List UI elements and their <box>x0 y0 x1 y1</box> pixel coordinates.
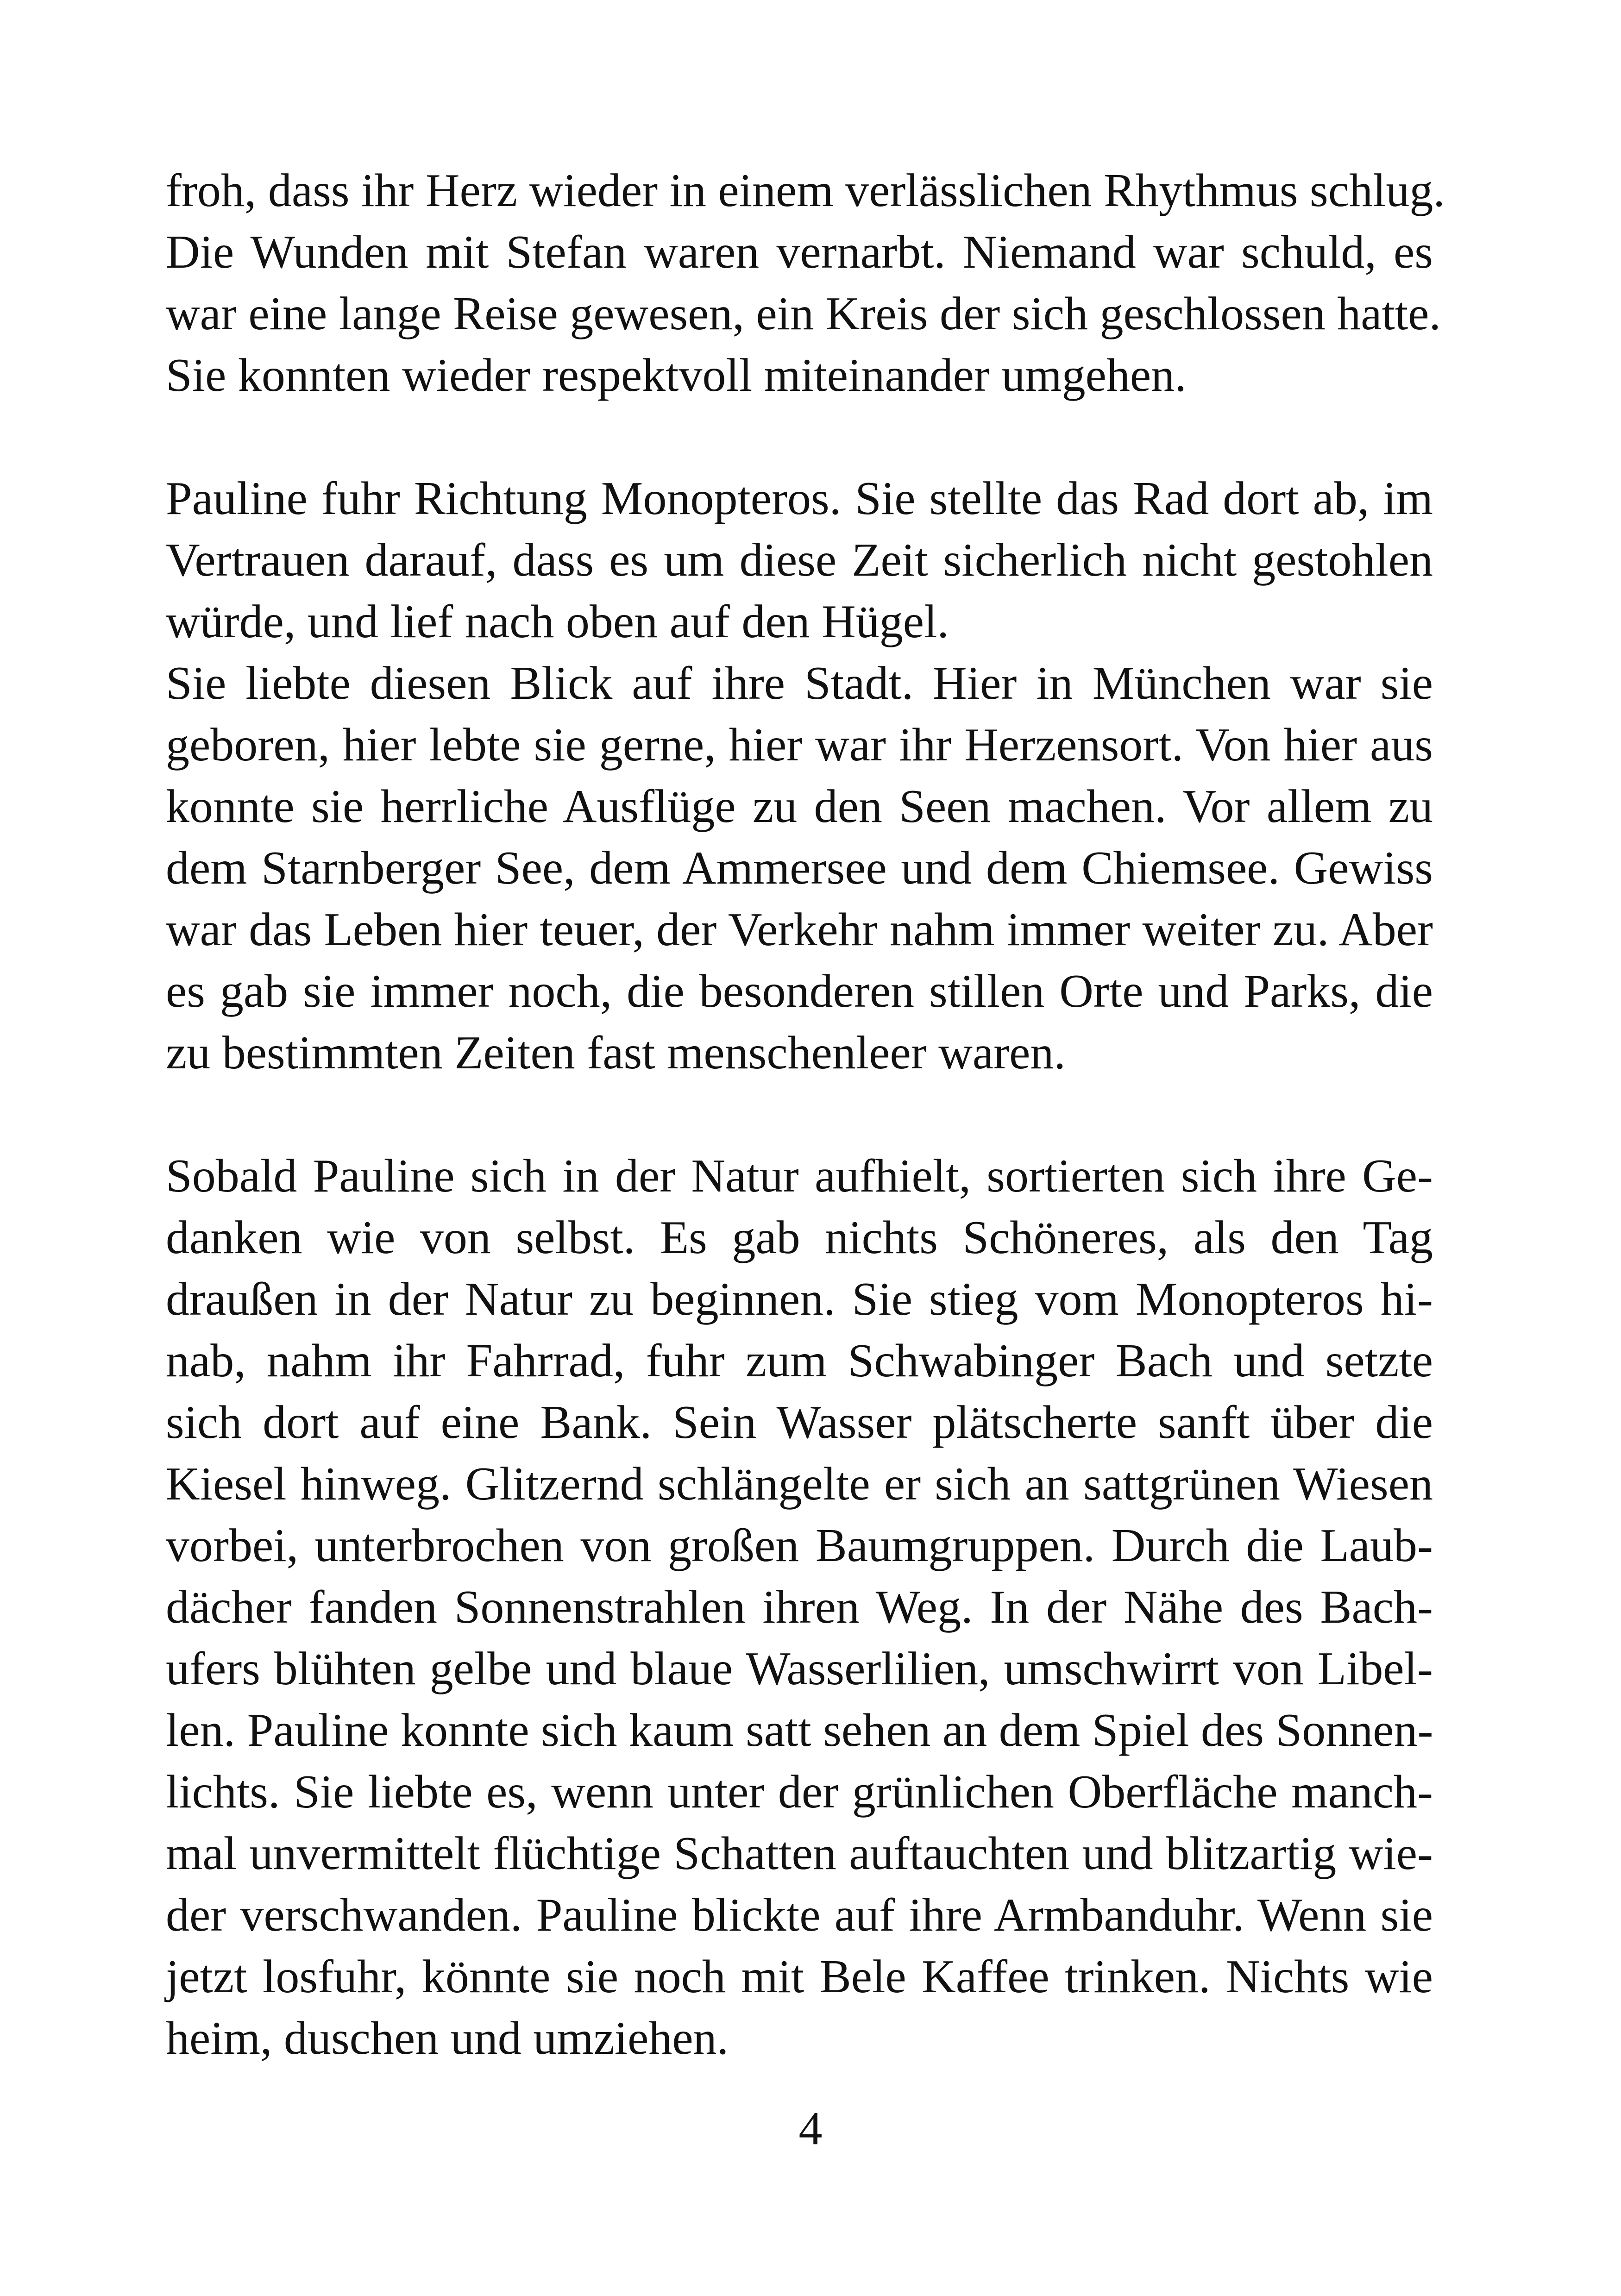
text-line: sich dort auf eine Bank. Sein Wasser plätscherte sanft über die <box>166 1396 1433 1449</box>
text-line: len. Pauline konnte sich kaum satt sehen an dem Spiel des Sonnen- <box>166 1704 1433 1757</box>
text-line: zu bestimmten Zeiten fast menschenleer waren. <box>166 1027 1066 1079</box>
text-line: war eine lange Reise gewesen, ein Kreis der sich geschlossen hatte. <box>166 288 1441 340</box>
text-line: nab, nahm ihr Fahrrad, fuhr zum Schwabinger Bach und setzte <box>166 1335 1433 1387</box>
text-line: danken wie von selbst. Es gab nichts Schöneres, als den Tag <box>166 1211 1433 1264</box>
text-line: Kiesel hinweg. Glitzernd schlängelte er sich an sattgrünen Wiesen <box>166 1458 1433 1510</box>
body-text <box>166 160 1445 2069</box>
text-line: der verschwanden. Pauline blickte auf ihre Armbanduhr. Wenn sie <box>166 1889 1433 1941</box>
text-line: es gab sie immer noch, die besonderen stillen Orte und Parks, die <box>166 965 1433 1017</box>
text-line: heim, duschen und umziehen. <box>166 2012 729 2064</box>
text-line: geboren, hier lebte sie gerne, hier war ihr Herzensort. Von hier aus <box>166 719 1433 771</box>
text-line: Pauline fuhr Richtung Monopteros. Sie stellte das Rad dort ab, im <box>166 472 1433 525</box>
text-line: war das Leben hier teuer, der Verkehr nahm immer weiter zu. Aber <box>166 903 1433 956</box>
text-line: lichts. Sie liebte es, wenn unter der grünlichen Oberfläche manch- <box>166 1766 1433 1818</box>
text-line: Sobald Pauline sich in der Natur aufhielt, sortierten sich ihre Ge- <box>166 1150 1433 1202</box>
text-line: dächer fanden Sonnenstrahlen ihren Weg. In der Nähe des Bach- <box>166 1581 1433 1633</box>
page-number: 4 <box>798 2102 823 2155</box>
text-line: Sie konnten wieder respektvoll miteinander umgehen. <box>166 349 1187 401</box>
text-line: konnte sie herrliche Ausflüge zu den Seen machen. Vor allem zu <box>166 780 1433 833</box>
text-line: dem Starnberger See, dem Ammersee und dem Chiemsee. Gewiss <box>166 842 1433 894</box>
paragraph-gap <box>166 406 1433 468</box>
text-line: Sie liebte diesen Blick auf ihre Stadt. Hier in München war sie <box>166 657 1433 709</box>
text-line: froh, dass ihr Herz wieder in einem verlässlichen Rhythmus schlug. <box>166 164 1445 217</box>
text-line: würde, und lief nach oben auf den Hügel. <box>166 596 949 648</box>
text-line: jetzt losfuhr, könnte sie noch mit Bele Kaffee trinken. Nichts wie <box>166 1951 1433 2003</box>
text-line: vorbei, unterbrochen von großen Baumgruppen. Durch die Laub- <box>166 1519 1433 1572</box>
text-line: Vertrauen darauf, dass es um diese Zeit sicherlich nicht gestohlen <box>166 534 1433 586</box>
text-line: draußen in der Natur zu beginnen. Sie stieg vom Monopteros hi- <box>166 1273 1433 1325</box>
text-line: Die Wunden mit Stefan waren vernarbt. Niemand war schuld, es <box>166 226 1433 278</box>
text-line: ufers blühten gelbe und blaue Wasserlilien, umschwirrt von Libel- <box>166 1643 1433 1695</box>
text-line: mal unvermittelt flüchtige Schatten auftauchten und blitzartig wie- <box>166 1827 1433 1880</box>
paragraph-gap <box>166 1084 1433 1145</box>
